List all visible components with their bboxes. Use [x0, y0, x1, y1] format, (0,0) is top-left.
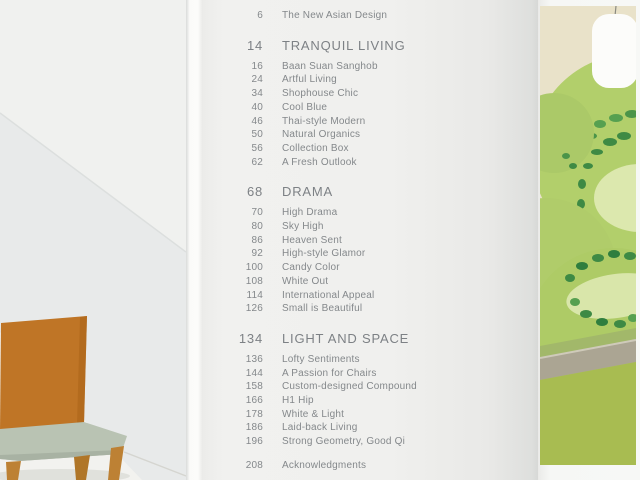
toc-chapter-title: Small is Beautiful	[282, 303, 363, 315]
toc-chapter-title: Laid-back Living	[282, 422, 358, 434]
toc-page-number: 6	[257, 10, 263, 21]
toc-page-number: 196	[245, 436, 263, 448]
toc-item-row	[210, 128, 530, 142]
toc-item-row	[210, 142, 530, 156]
green-tabletop	[540, 362, 636, 465]
toc-chapter-title: Shophouse Chic	[282, 88, 359, 100]
toc-item-row	[210, 394, 530, 408]
toc-item-row	[210, 87, 530, 101]
toc-chapter-title: White & Light	[282, 408, 345, 420]
toc-page-number: 136	[245, 353, 263, 365]
toc-page-number: 92	[251, 248, 263, 260]
toc-chapter-title: High Drama	[282, 207, 338, 219]
toc-chapter-title: Artful Living	[282, 74, 337, 86]
toc-section-title: DRAMA	[282, 184, 333, 200]
toc-item-row	[210, 247, 530, 261]
toc-chapter-title: Lofty Sentiments	[282, 353, 360, 365]
toc-page-number: 68	[246, 184, 263, 200]
kiwi-mural-art	[540, 6, 636, 465]
toc-section-title: TRANQUIL LIVING	[282, 37, 406, 53]
contents-page	[203, 0, 538, 480]
toc-page-number: 56	[251, 142, 263, 154]
toc-item-row	[210, 206, 530, 220]
toc-chapter-title: Natural Organics	[282, 129, 361, 141]
toc-page-number: 50	[251, 129, 263, 141]
toc-item-row	[210, 9, 530, 23]
pendant-lamp	[592, 14, 636, 88]
toc-chapter-title: High-style Glamor	[282, 248, 366, 260]
toc-item-row	[210, 220, 530, 234]
toc-page-number: 62	[251, 156, 263, 168]
toc-item-row	[210, 302, 530, 316]
left-photo-page	[0, 0, 186, 480]
chair-photo	[0, 0, 186, 480]
toc-page-number: 70	[251, 207, 263, 219]
toc-page-number: 166	[245, 395, 263, 407]
toc-chapter-title: Strong Geometry, Good Qi	[282, 436, 405, 448]
toc-chapter-title: A Fresh Outlook	[282, 156, 357, 168]
toc-page-number: 144	[245, 367, 263, 379]
toc-chapter-title: International Appeal	[282, 289, 375, 301]
toc-item-row	[210, 101, 530, 115]
toc-item-row	[210, 408, 530, 422]
toc-chapter-title: Baan Suan Sanghob	[282, 60, 378, 72]
toc-chapter-title: Heaven Sent	[282, 234, 343, 246]
toc-list	[210, 9, 530, 473]
toc-page-number: 34	[251, 88, 263, 100]
toc-item-row	[210, 421, 530, 435]
toc-item-row	[210, 435, 530, 449]
toc-page-number: 100	[245, 262, 263, 274]
book-page-edge	[186, 0, 203, 480]
toc-chapter-title: Custom-designed Compound	[282, 381, 417, 393]
toc-page-number: 24	[251, 74, 263, 86]
toc-item-row	[210, 261, 530, 275]
toc-item-row	[210, 380, 530, 394]
toc-chapter-title: Cool Blue	[282, 101, 328, 113]
toc-chapter-title: White Out	[282, 275, 329, 287]
kiwi-mural-photo	[540, 6, 636, 465]
toc-chapter-title: Candy Color	[282, 262, 340, 274]
toc-item-row	[210, 60, 530, 74]
toc-page-number: 80	[251, 221, 263, 233]
toc-chapter-title: The New Asian Design	[282, 10, 388, 21]
toc-chapter-title: A Passion for Chairs	[282, 367, 377, 379]
toc-page-number: 16	[251, 60, 263, 72]
toc-page-number: 186	[245, 422, 263, 434]
toc-page-number: 86	[251, 234, 263, 246]
toc-item-row	[210, 156, 530, 170]
chair-backrest	[0, 316, 87, 431]
toc-chapter-title: Sky High	[282, 221, 324, 233]
toc-section-title: LIGHT AND SPACE	[282, 330, 410, 346]
toc-page-number: 40	[251, 101, 263, 113]
toc-item-row	[210, 367, 530, 381]
toc-chapter-title: Acknowledgments	[282, 459, 367, 471]
toc-page-number: 114	[246, 289, 263, 301]
toc-section-header-row	[210, 38, 530, 54]
toc-page-number: 46	[251, 115, 263, 127]
toc-page-number: 208	[245, 459, 263, 471]
toc-page-number: 134	[238, 330, 263, 346]
toc-section-header-row	[210, 331, 530, 347]
toc-item-row	[210, 275, 530, 289]
toc-page-number: 178	[245, 408, 263, 420]
toc-page-number: 14	[246, 37, 263, 53]
toc-item-row	[210, 353, 530, 367]
toc-item-row	[210, 73, 530, 87]
toc-section-header-row	[210, 184, 530, 200]
toc-page-number: 108	[245, 275, 263, 287]
toc-chapter-title: Thai-style Modern	[282, 115, 366, 127]
toc-page-number: 158	[245, 381, 263, 393]
toc-chapter-title: H1 Hip	[282, 395, 314, 407]
toc-item-row	[210, 115, 530, 129]
toc-page-number: 126	[245, 303, 263, 315]
toc-chapter-title: Collection Box	[282, 142, 349, 154]
toc-item-row	[210, 289, 530, 303]
toc-item-row	[210, 234, 530, 248]
toc-item-row	[210, 459, 530, 473]
right-photo-page	[538, 0, 640, 480]
